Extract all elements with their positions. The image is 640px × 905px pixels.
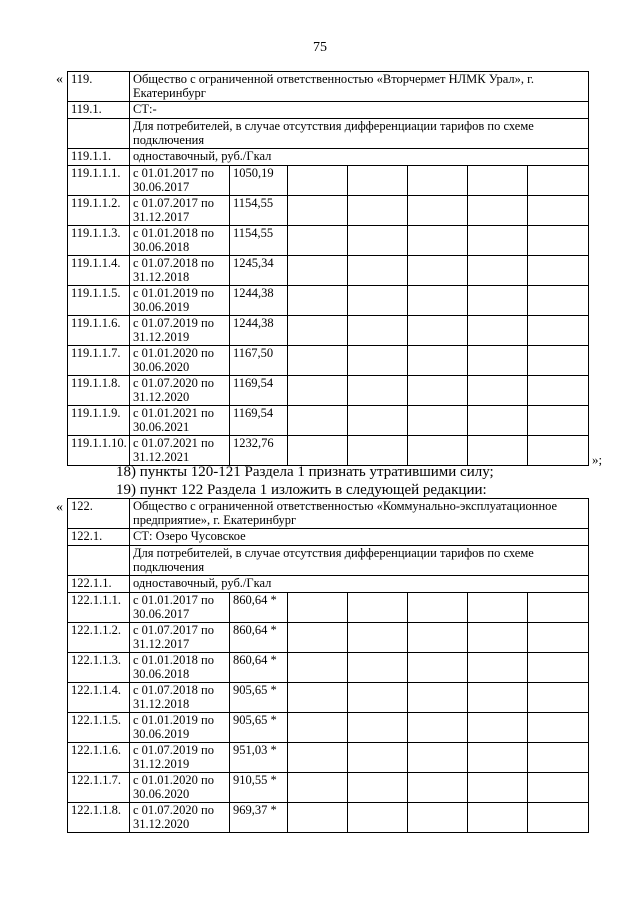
row-period: с 01.07.2021 по 31.12.2021 xyxy=(130,436,230,466)
empty-cell xyxy=(528,196,589,226)
row-number: 119.1.1.1. xyxy=(68,166,130,196)
empty-cell xyxy=(468,166,528,196)
consumers-text: Для потребителей, в случае отсутствия дифференциации тарифов по схеме подключения xyxy=(130,119,589,149)
row-period: с 01.01.2020 по 30.06.2020 xyxy=(130,773,230,803)
empty-cell xyxy=(408,436,468,466)
row-period: с 01.01.2017 по 30.06.2017 xyxy=(130,166,230,196)
table-row xyxy=(68,593,589,623)
empty-cell xyxy=(528,376,589,406)
row-period: с 01.01.2019 по 30.06.2019 xyxy=(130,713,230,743)
empty-cell xyxy=(468,713,528,743)
row-period: с 01.07.2018 по 31.12.2018 xyxy=(130,683,230,713)
tariff-type-name: одноставочный, руб./Гкал xyxy=(130,149,589,166)
table-row xyxy=(68,226,589,256)
empty-cell xyxy=(408,743,468,773)
row-value: 905,65 * xyxy=(230,683,288,713)
empty-cell xyxy=(288,376,348,406)
table-row xyxy=(68,376,589,406)
page-number: 75 xyxy=(313,40,327,55)
row-period: с 01.07.2019 по 31.12.2019 xyxy=(130,743,230,773)
table-row xyxy=(68,713,589,743)
table-row xyxy=(68,286,589,316)
tariff-table-119 xyxy=(67,71,589,466)
empty-cell xyxy=(348,286,408,316)
empty-cell xyxy=(288,743,348,773)
empty-cell xyxy=(288,256,348,286)
row-value: 1169,54 xyxy=(230,406,288,436)
empty-cell xyxy=(468,196,528,226)
table-row xyxy=(68,406,589,436)
row-number: 119.1.1.5. xyxy=(68,286,130,316)
empty-cell xyxy=(288,226,348,256)
org-number: 122. xyxy=(68,499,130,529)
empty-cell xyxy=(348,743,408,773)
empty-cell xyxy=(408,773,468,803)
system-row xyxy=(68,102,589,119)
empty-cell xyxy=(408,346,468,376)
row-period: с 01.01.2018 по 30.06.2018 xyxy=(130,226,230,256)
row-period: с 01.01.2017 по 30.06.2017 xyxy=(130,593,230,623)
empty-cell xyxy=(408,653,468,683)
empty-cell xyxy=(468,593,528,623)
empty-cell xyxy=(348,683,408,713)
empty-cell xyxy=(348,623,408,653)
table-row xyxy=(68,196,589,226)
empty-cell xyxy=(288,196,348,226)
empty-cell xyxy=(528,623,589,653)
row-period: с 01.01.2020 по 30.06.2020 xyxy=(130,346,230,376)
row-value: 860,64 * xyxy=(230,623,288,653)
empty-cell xyxy=(348,196,408,226)
empty-cell xyxy=(348,593,408,623)
row-number: 122.1.1.6. xyxy=(68,743,130,773)
row-value: 951,03 * xyxy=(230,743,288,773)
empty-cell xyxy=(468,683,528,713)
row-number: 122.1.1.5. xyxy=(68,713,130,743)
empty-cell xyxy=(408,376,468,406)
row-number: 119.1.1.6. xyxy=(68,316,130,346)
empty-cell xyxy=(348,803,408,833)
paragraph-18: 18) пункты 120-121 Раздела 1 признать утратившими силу; xyxy=(116,464,494,480)
empty-cell xyxy=(528,653,589,683)
table-row xyxy=(68,256,589,286)
table-row xyxy=(68,743,589,773)
empty-cell xyxy=(528,406,589,436)
tariff-type-number: 119.1.1. xyxy=(68,149,130,166)
table-row xyxy=(68,623,589,653)
row-period: с 01.07.2018 по 31.12.2018 xyxy=(130,256,230,286)
system-number: 122.1. xyxy=(68,529,130,546)
empty-cell xyxy=(288,346,348,376)
empty-cell xyxy=(468,316,528,346)
row-value: 1244,38 xyxy=(230,286,288,316)
table-row xyxy=(68,316,589,346)
row-number: 119.1.1.8. xyxy=(68,376,130,406)
consumers-row xyxy=(68,119,589,149)
row-period: с 01.07.2019 по 31.12.2019 xyxy=(130,316,230,346)
row-value: 1245,34 xyxy=(230,256,288,286)
empty-cell xyxy=(468,436,528,466)
empty-cell xyxy=(468,376,528,406)
empty-cell xyxy=(408,166,468,196)
empty-cell xyxy=(288,713,348,743)
row-value: 1232,76 xyxy=(230,436,288,466)
empty-cell xyxy=(528,803,589,833)
row-period: с 01.01.2021 по 30.06.2021 xyxy=(130,406,230,436)
opening-quote-2: « xyxy=(56,500,63,515)
empty-cell xyxy=(288,436,348,466)
row-value: 1167,50 xyxy=(230,346,288,376)
empty-cell xyxy=(468,743,528,773)
row-number: 119.1.1.7. xyxy=(68,346,130,376)
row-number: 119.1.1.2. xyxy=(68,196,130,226)
empty-cell xyxy=(288,406,348,436)
row-number: 122.1.1.8. xyxy=(68,803,130,833)
consumers-number-cell xyxy=(68,119,130,149)
row-period: с 01.07.2020 по 31.12.2020 xyxy=(130,803,230,833)
empty-cell xyxy=(408,316,468,346)
empty-cell xyxy=(408,226,468,256)
empty-cell xyxy=(468,226,528,256)
empty-cell xyxy=(348,256,408,286)
row-period: с 01.01.2018 по 30.06.2018 xyxy=(130,653,230,683)
table-row xyxy=(68,773,589,803)
row-number: 122.1.1.7. xyxy=(68,773,130,803)
row-value: 1244,38 xyxy=(230,316,288,346)
empty-cell xyxy=(348,713,408,743)
empty-cell xyxy=(528,683,589,713)
empty-cell xyxy=(528,713,589,743)
tariff-type-row xyxy=(68,149,589,166)
row-period: с 01.07.2017 по 31.12.2017 xyxy=(130,623,230,653)
empty-cell xyxy=(468,286,528,316)
row-period: с 01.07.2017 по 31.12.2017 xyxy=(130,196,230,226)
paragraph-19: 19) пункт 122 Раздела 1 изложить в следующей редакции: xyxy=(116,482,487,498)
closing-quote: »; xyxy=(592,452,603,467)
empty-cell xyxy=(468,346,528,376)
table-row xyxy=(68,436,589,466)
empty-cell xyxy=(348,436,408,466)
empty-cell xyxy=(528,773,589,803)
empty-cell xyxy=(408,623,468,653)
empty-cell xyxy=(288,653,348,683)
empty-cell xyxy=(288,683,348,713)
row-period: с 01.07.2020 по 31.12.2020 xyxy=(130,376,230,406)
empty-cell xyxy=(288,623,348,653)
empty-cell xyxy=(348,773,408,803)
system-number: 119.1. xyxy=(68,102,130,119)
empty-cell xyxy=(528,593,589,623)
empty-cell xyxy=(408,256,468,286)
consumers-number-cell xyxy=(68,546,130,576)
empty-cell xyxy=(288,773,348,803)
empty-cell xyxy=(408,406,468,436)
system-name: СТ:- xyxy=(130,102,589,119)
row-value: 1169,54 xyxy=(230,376,288,406)
row-value: 1050,19 xyxy=(230,166,288,196)
empty-cell xyxy=(528,166,589,196)
tariff-type-row xyxy=(68,576,589,593)
consumers-row xyxy=(68,546,589,576)
empty-cell xyxy=(528,316,589,346)
empty-cell xyxy=(288,166,348,196)
org-number: 119. xyxy=(68,72,130,102)
row-number: 122.1.1.3. xyxy=(68,653,130,683)
empty-cell xyxy=(348,166,408,196)
empty-cell xyxy=(348,406,408,436)
row-period: с 01.01.2019 по 30.06.2019 xyxy=(130,286,230,316)
row-value: 905,65 * xyxy=(230,713,288,743)
tariff-type-name: одноставочный, руб./Гкал xyxy=(130,576,589,593)
empty-cell xyxy=(468,653,528,683)
empty-cell xyxy=(528,346,589,376)
row-value: 910,55 * xyxy=(230,773,288,803)
row-number: 119.1.1.9. xyxy=(68,406,130,436)
row-number: 122.1.1.1. xyxy=(68,593,130,623)
row-value: 969,37 * xyxy=(230,803,288,833)
empty-cell xyxy=(528,743,589,773)
empty-cell xyxy=(468,256,528,286)
empty-cell xyxy=(348,316,408,346)
table-row xyxy=(68,803,589,833)
empty-cell xyxy=(408,683,468,713)
org-name: Общество с ограниченной ответственностью «Коммунально-эксплуатационное предприятие», г. Екатеринбург xyxy=(130,499,589,529)
empty-cell xyxy=(528,256,589,286)
row-number: 122.1.1.2. xyxy=(68,623,130,653)
row-number: 119.1.1.4. xyxy=(68,256,130,286)
table-row xyxy=(68,166,589,196)
empty-cell xyxy=(408,803,468,833)
empty-cell xyxy=(408,713,468,743)
empty-cell xyxy=(468,406,528,436)
empty-cell xyxy=(528,226,589,256)
empty-cell xyxy=(288,593,348,623)
org-row xyxy=(68,499,589,529)
table-row xyxy=(68,653,589,683)
row-number: 122.1.1.4. xyxy=(68,683,130,713)
empty-cell xyxy=(528,286,589,316)
table-row xyxy=(68,683,589,713)
table-row xyxy=(68,346,589,376)
empty-cell xyxy=(348,376,408,406)
opening-quote: « xyxy=(56,72,63,87)
empty-cell xyxy=(288,286,348,316)
empty-cell xyxy=(408,593,468,623)
empty-cell xyxy=(408,196,468,226)
empty-cell xyxy=(288,803,348,833)
empty-cell xyxy=(408,286,468,316)
row-value: 860,64 * xyxy=(230,593,288,623)
empty-cell xyxy=(528,436,589,466)
system-name: СТ: Озеро Чусовское xyxy=(130,529,589,546)
row-value: 1154,55 xyxy=(230,196,288,226)
empty-cell xyxy=(468,803,528,833)
org-name: Общество с ограниченной ответственностью «Вторчермет НЛМК Урал», г. Екатеринбург xyxy=(130,72,589,102)
org-row xyxy=(68,72,589,102)
tariff-table-122 xyxy=(67,498,589,833)
row-number: 119.1.1.3. xyxy=(68,226,130,256)
empty-cell xyxy=(468,623,528,653)
empty-cell xyxy=(288,316,348,346)
empty-cell xyxy=(348,226,408,256)
row-value: 860,64 * xyxy=(230,653,288,683)
empty-cell xyxy=(348,346,408,376)
empty-cell xyxy=(348,653,408,683)
consumers-text: Для потребителей, в случае отсутствия дифференциации тарифов по схеме подключения xyxy=(130,546,589,576)
empty-cell xyxy=(468,773,528,803)
system-row xyxy=(68,529,589,546)
row-value: 1154,55 xyxy=(230,226,288,256)
row-number: 119.1.1.10. xyxy=(68,436,130,466)
tariff-type-number: 122.1.1. xyxy=(68,576,130,593)
